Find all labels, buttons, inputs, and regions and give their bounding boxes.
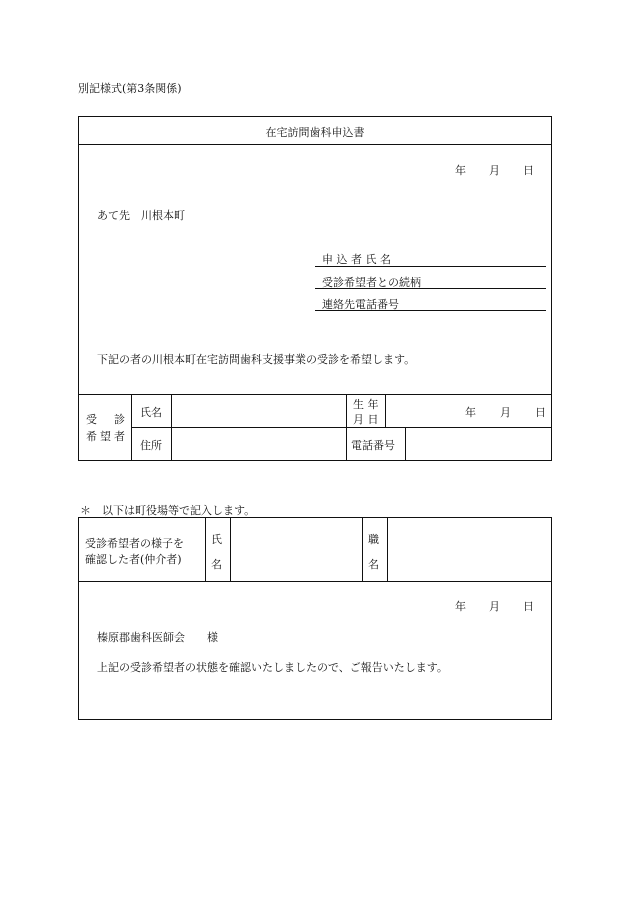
table-col-divider [230, 518, 231, 581]
address-field[interactable] [173, 429, 345, 459]
intermediary-title-label-1: 職 [368, 533, 379, 546]
birthdate-label-line2: 月 日 [353, 413, 379, 426]
office-use-note: ＊ 以下は町役場等で記入します。 [80, 504, 256, 517]
date-day-label: 日 [523, 164, 534, 177]
phone-label: 電話番号 [351, 439, 395, 452]
confirmer-label-line2: 確認した者(仲介者) [85, 553, 182, 566]
phone-field[interactable] [407, 429, 550, 459]
form-header-note: 別記様式(第3条関係) [78, 82, 182, 95]
intermediary-name-field[interactable] [232, 520, 360, 579]
table-col-divider [405, 427, 406, 460]
date-year-label: 年 [455, 600, 466, 613]
relationship-label: 受診希望者との続柄 [322, 276, 421, 289]
date-month-label: 月 [489, 164, 500, 177]
date-day-label: 日 [523, 600, 534, 613]
table-col-divider [346, 394, 347, 460]
intermediary-name-label-2: 名 [211, 558, 222, 571]
addressee: あて先 川根本町 [97, 209, 185, 222]
birthdate-year[interactable]: 年 [465, 406, 476, 419]
name-label: 氏名 [140, 406, 162, 419]
table-col-divider [171, 394, 172, 460]
name-field[interactable] [173, 396, 345, 426]
divider [79, 144, 551, 145]
birthdate-label-line1: 生 年 [353, 398, 379, 411]
applicant-name-label: 申 込 者 氏 名 [322, 253, 391, 266]
divider [79, 581, 551, 582]
birthdate-day[interactable]: 日 [535, 406, 546, 419]
confirmer-label-line1: 受診希望者の様子を [85, 537, 184, 550]
table-col-divider [387, 518, 388, 581]
intermediary-name-label-1: 氏 [211, 533, 222, 546]
table-row-divider [132, 427, 551, 428]
intermediary-title-label-2: 名 [368, 558, 379, 571]
intermediary-title-field[interactable] [389, 520, 549, 579]
patient-label-line1: 受 診 [86, 413, 128, 426]
contact-phone-label: 連絡先電話番号 [322, 298, 399, 311]
table-col-divider [385, 394, 386, 427]
date-month-label: 月 [489, 600, 500, 613]
table-col-divider [131, 394, 132, 460]
report-recipient: 榛原郡歯科医師会 様 [97, 631, 218, 644]
table-top-border [79, 394, 551, 395]
table-col-divider [205, 518, 206, 581]
date-year-label: 年 [455, 164, 466, 177]
relationship-line[interactable] [315, 288, 546, 289]
report-text: 上記の受診希望者の状態を確認いたしましたので、ご報告いたします。 [97, 661, 448, 674]
contact-phone-line[interactable] [315, 310, 546, 311]
form-title: 在宅訪問歯科申込書 [265, 126, 365, 139]
request-text: 下記の者の川根本町在宅訪問歯科支援事業の受診を希望します。 [97, 353, 416, 366]
birthdate-month[interactable]: 月 [500, 406, 511, 419]
patient-label-line2: 希望者 [86, 430, 128, 443]
applicant-name-line[interactable] [315, 266, 546, 267]
address-label: 住所 [140, 439, 162, 452]
table-col-divider [362, 518, 363, 581]
